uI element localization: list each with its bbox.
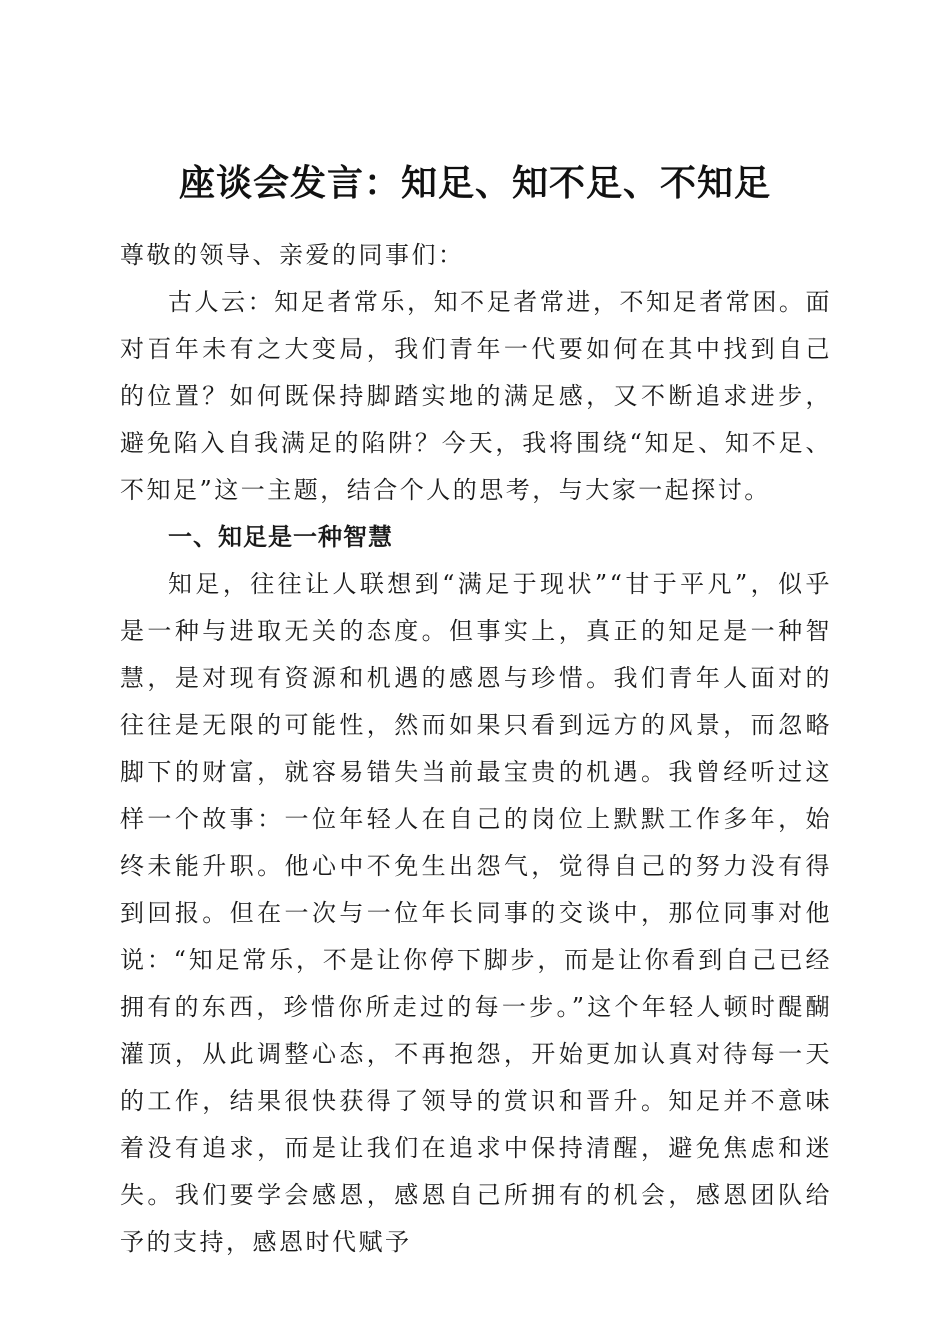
section-paragraph: 知足，往往让人联想到“满足于现状”“甘于平凡”，似乎是一种与进取无关的态度。但事实上，真正的知足是一种智慧，是对现有资源和机遇的感恩与珍惜。我们青年人面对的往往是无限的可能性，然而如果只看到远方的风景，而忽略脚下的财富，就容易错失当前最宝贵的机遇。我曾经听过这样一个故事：一位年轻人在自己的岗位上默默工作多年，始终未能升职。他心中不免生出怨气，觉得自己的努力没有得到回报。但在一次与一位年长同事的交谈中，那位同事对他说：“知足常乐，不是让你停下脚步，而是让你看到自己已经拥有的东西，珍惜你所走过的每一步。”这个年轻人顿时醍醐灌顶，从此调整心态，不再抱怨，开始更加认真对待每一天的工作，结果很快获得了领导的赏识和晋升。知足并不意味着没有追求，而是让我们在追求中保持清醒，避免焦虑和迷失。我们要学会感恩，感恩自己所拥有的机会，感恩团队给予的支持，感恩时代赋予 (120, 570, 832, 1256)
page-title: 座谈会发言：知足、知不足、不知足 (178, 162, 771, 205)
section-heading: 一、知足是一种智慧 (168, 523, 393, 551)
intro-paragraph: 古人云：知足者常乐，知不足者常进，不知足者常困。面对百年未有之大变局，我们青年一代要如何在其中找到自己的位置？如何既保持脚踏实地的满足感，又不断追求进步，避免陷入自我满足的陷阱？今天，我将围绕“知足、知不足、不知足”这一主题，结合个人的思考，与大家一起探讨。 (120, 288, 832, 504)
document-body (120, 232, 832, 1266)
greeting-paragraph: 尊敬的领导、亲爱的同事们： (120, 241, 465, 269)
